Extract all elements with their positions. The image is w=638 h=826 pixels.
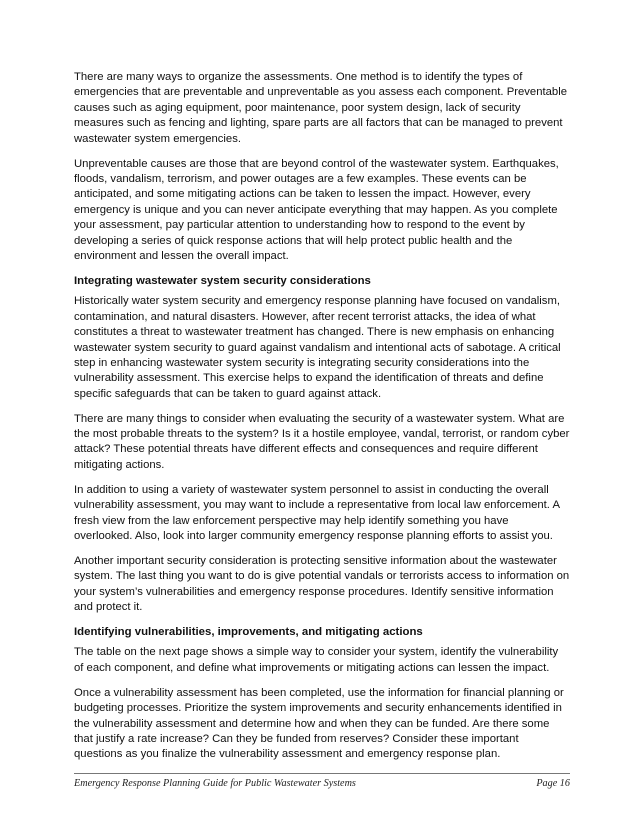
heading-security-considerations: Integrating wastewater system security considerations (74, 274, 371, 287)
footer-page-number: Page 16 (536, 778, 570, 789)
paragraph-unpreventable-causes: Unpreventable causes are those that are beyond control of the wastewater system. Earthquakes, floods, vandalism, terrorism, and power outages are a few examples. These events can be anticipated, and some mitigating actions can be taken to lessen the impact. However, every emergency is unique and you can never anticipate everything that may happen. As you complete your assessment, pay particular attention to understanding how to respond to the event by developing a series of quick response actions that will help protect public health and the environment and lessen the overall impact. (74, 157, 559, 262)
footer-document-title: Emergency Response Planning Guide for Public Wastewater Systems (74, 778, 356, 789)
paragraph-security-history: Historically water system security and emergency response planning have focused on vandalism, contamination, and natural disasters. However, after recent terrorist attacks, the idea of what constitutes a threat to wastewater treatment has changed. There is new emphasis on enhancing wastewater system security to guard against vandalism and intentional acts of sabotage. A critical step in enhancing wastewater system security is integrating security considerations into the vulnerability assessment. This exercise helps to expand the identification of threats and define specific safeguards that can be taken to guard against attack. (74, 295, 561, 400)
paragraph-law-enforcement: In addition to using a variety of wastewater system personnel to assist in conducting the overall vulnerability assessment, you may want to include a representative from local law enforcement. A fresh view from the law enforcement perspective may help identify something you have overlooked. Also, look into larger community emergency response planning efforts to assist you. (74, 483, 560, 542)
paragraph-sensitive-information: Another important security consideration is protecting sensitive information about the wastewater system. The last thing you want to do is give potential vandals or terrorists access to information on your system’s vulnerabilities and emergency response procedures. Identify sensitive information and protect it. (74, 554, 570, 614)
heading-identifying-vulnerabilities: Identifying vulnerabilities, improvements, and mitigating actions (74, 626, 423, 638)
paragraph-probable-threats: There are many things to consider when evaluating the security of a wastewater system. What are the most probable threats to the system? Is it a hostile employee, vandal, terrorist, or random cyber attack? These potential threats have different effects and consequences and require different mitigating actions. (74, 412, 570, 471)
paragraph-preventable-causes: There are many ways to organize the assessments. One method is to identify the types of emergencies that are preventable and unpreventable as you assess each component. Preventable causes such as aging equipment, poor maintenance, poor system design, lack of security measures such as fencing and lighting, spare parts are all factors that can be managed to prevent wastewater system emergencies. (74, 71, 567, 145)
paragraph-financial-planning: Once a vulnerability assessment has been completed, use the information for financial planning or budgeting processes. Prioritize the system improvements and security enhancements identified in the vulnerability assessment and determine how and when they can be funded. Are there some that justify a rate increase? Can they be funded from reserves? Consider these important questions as you finalize the vulnerability assessment and emergency response plan. (74, 686, 564, 761)
paragraph-table-next-page: The table on the next page shows a simple way to consider your system, identify the vulnerability of each component, and define what improvements or mitigating actions can lessen the impact. (74, 646, 559, 674)
page-content (74, 70, 570, 772)
page-footer (74, 773, 570, 789)
